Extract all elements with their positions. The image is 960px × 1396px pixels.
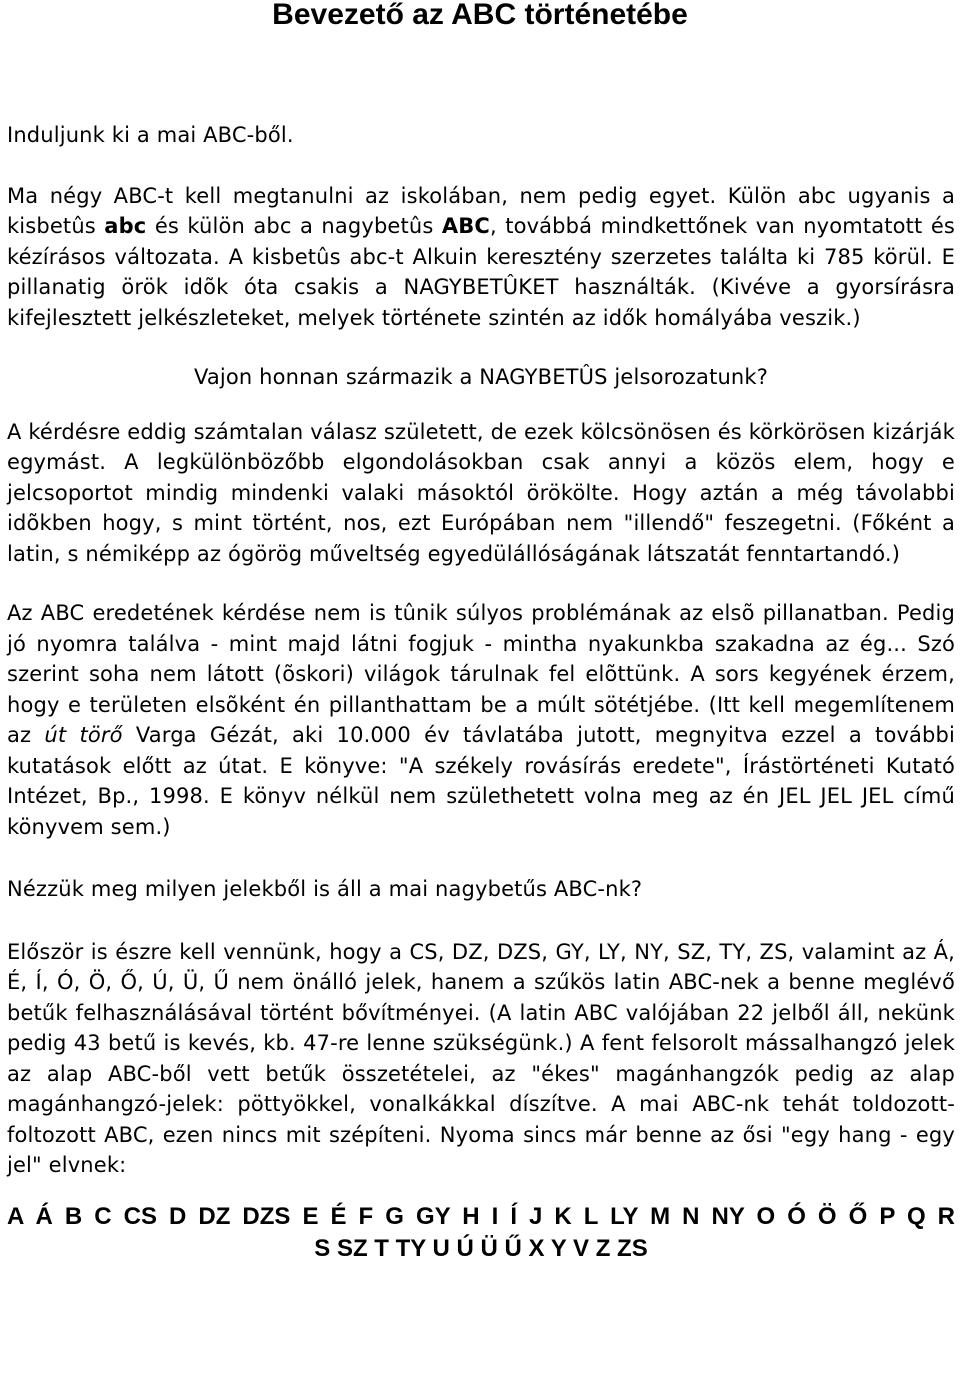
paragraph-letters-question: Nézzük meg milyen jelekből is áll a mai nagybetűs ABC-nk? [7,877,643,901]
paragraph-question: Vajon honnan származik a NAGYBETÛS jelsorozatunk? [193,365,768,389]
alphabet-line-1: A Á B C CS D DZ DZS E É F G GY H I Í J K L LY M N NY O Ó Ö Ő P Q R [7,1202,955,1230]
p5-text-c: Varga Gézát, aki 10.000 év távlatába jutott, megnyitva ezzel a további kutatások előtt az útat. E könyve: "A székely rovásírás eredete", Írástörténeti Kutató Intézet, Bp., 1998. E könyv nélkül nem születhetett volna meg az én JEL JEL JEL című könyvem sem.) [7,723,955,839]
document-body [7,120,955,1265]
p2-text-e: , továbbá mindkettőnek van nyomtatott és kézírásos változata. A kisbetûs abc-t Alkuin keresztény szerzetes találta ki 785 körül. E pillanatig örök idõk óta csakis a NAGYBETÛKET használták. (Kivéve a gyorsírásra kifejlesztett jelkészleteket, melyek története szintén az idők homályába veszik.) [7,214,955,330]
paragraph-intro: Induljunk ki a mai ABC-ből. [7,123,294,147]
p2-text-a: Ma négy ABC-t kell megtanulni az iskolában, nem pedig egyet. Külön abc ugyanis a kisbetûs [7,183,955,238]
p2-text-c: és külön abc a nagybetûs [146,214,442,238]
page-title: Bevezető az ABC történetébe [272,0,688,31]
paragraph-origin [7,598,955,842]
alphabet-line-2: S SZ T TY U Ú Ü Ű X Y V Z ZS [314,1234,648,1262]
paragraph-letters-explanation: Először is észre kell vennünk, hogy a CS, DZ, DZS, GY, LY, NY, SZ, TY, ZS, valamint az Á, É, Í, Ó, Ö, Ő, Ú, Ü, Ű nem önálló jelek, hanem a szűkös latin ABC-nek a benne meglévő betűk felhasználásával történt bővítményei. (A latin ABC valójában 22 jelből áll, nekünk pedig 43 betű is kevés, kb. 47-re lenne szükségünk.) A fent felsorolt mássalhangzó jelek az alap ABC-ből vett betűk összetételei, az "ékes" magánhangzók pedig az alap magánhangzó-jelek: pöttyökkel, vonalkákkal díszítve. A mai ABC-nk tehát toldozott-foltozott ABC, ezen nincs mit szépíteni. Nyoma sincs már benne az ősi "egy hang - egy jel" elvnek: [7,939,955,1177]
p2-bold-abc: abc [104,214,147,238]
paragraph-four-abcs [7,181,955,334]
p5-text-a: Az ABC eredetének kérdése nem is tûnik súlyos problémának az elsõ pillanatban. Pedig jó nyomra találva - mint majd látni fogjuk - mintha nyakunkba szakadna az ég... Szó szerint soha nem látott (õskori) világok tárulnak fel elõttünk. A sors kegyének érzem, hogy e területen elsõként én pillanthattam be a múlt sötétjébe. (Itt kell megemlítenem az [7,601,955,747]
paragraph-answers: A kérdésre eddig számtalan válasz született, de ezek kölcsönösen és körkörösen kizárják egymást. A legkülönbözőbb elgondolásokban csak annyi a közös elem, hogy e jelcsoportot mindig mindenki valaki másoktól örökölte. Hogy aztán a még távolabbi idõkben hogy, s mint történt, nos, ezt Európában nem "illendő" feszegetni. (Főként a latin, s némiképp az ógörög műveltség egyedülállóságának látszatát fenntartandó.) [7,419,955,566]
p2-bold-ABC: ABC [441,214,490,238]
p5-italic-ut-toro: út törő [44,723,123,747]
